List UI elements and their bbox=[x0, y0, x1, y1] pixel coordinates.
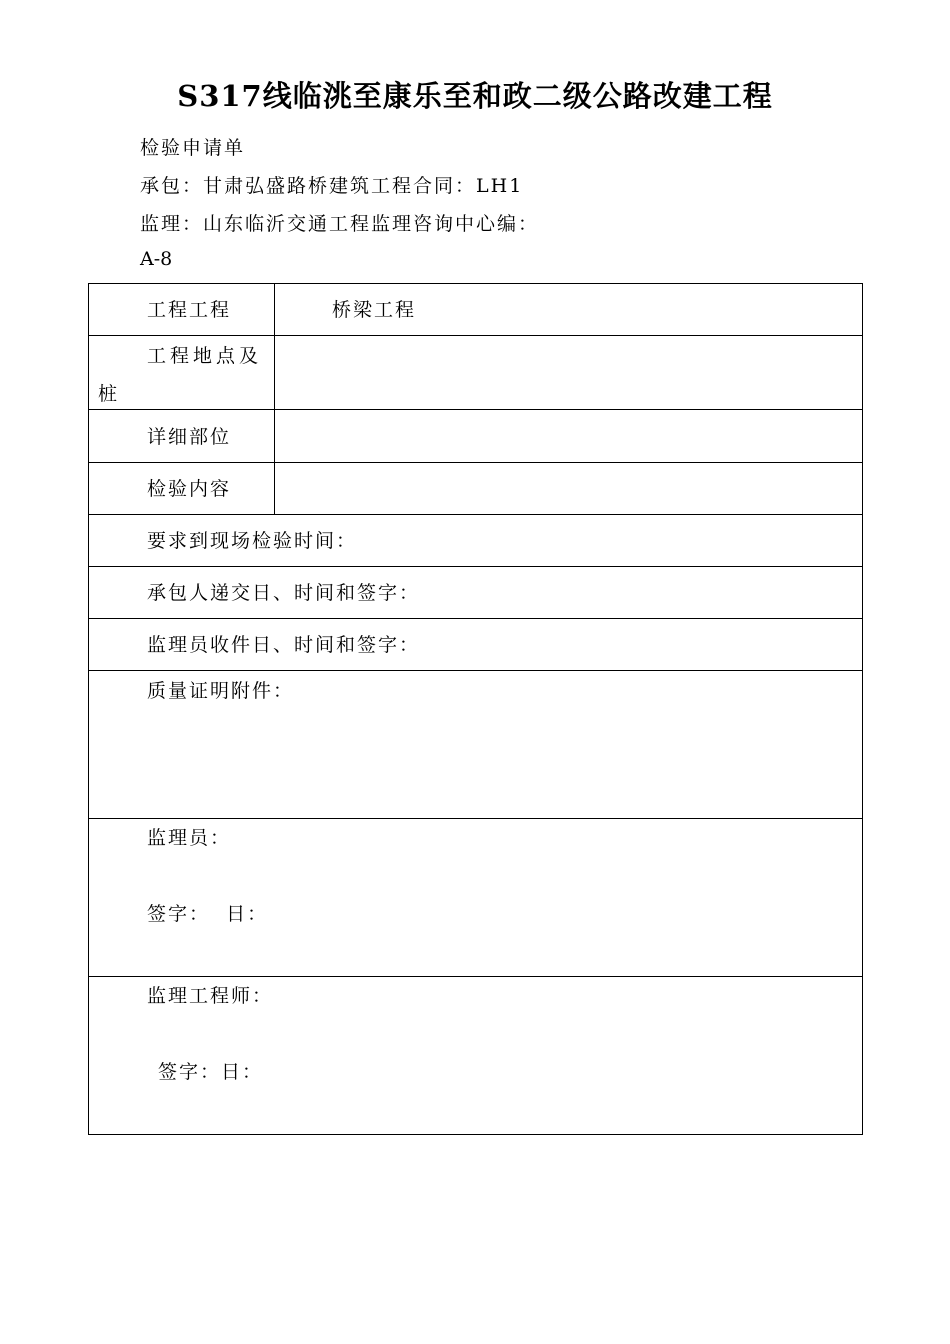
project-value: 桥梁工程 bbox=[332, 299, 417, 321]
location-value-cell[interactable] bbox=[275, 336, 863, 410]
content-value-cell[interactable] bbox=[275, 463, 863, 515]
quality-attachments-cell[interactable] bbox=[89, 671, 863, 819]
row-part bbox=[89, 410, 863, 463]
row-engineer-sign bbox=[89, 977, 863, 1135]
row-quality-attachments bbox=[89, 671, 863, 819]
contractor-submit-cell[interactable] bbox=[89, 567, 863, 619]
supervisor-sign-date: 签字： 日： bbox=[147, 903, 269, 925]
row-location bbox=[89, 336, 863, 410]
supervisor-receive-cell[interactable] bbox=[89, 619, 863, 671]
supervisor-receive-label: 监理员收件日、时间和签字： bbox=[147, 634, 421, 656]
inspection-form-table bbox=[88, 283, 863, 1135]
engineer-label: 监理工程师： bbox=[147, 985, 274, 1007]
engineer-sign-cell[interactable] bbox=[89, 977, 863, 1135]
inspection-time-label: 要求到现场检验时间： bbox=[147, 530, 358, 552]
location-label-cell bbox=[89, 336, 275, 410]
row-content bbox=[89, 463, 863, 515]
part-label: 详细部位 bbox=[147, 426, 232, 448]
supervisor-line: 监理：山东临沂交通工程监理咨询中心编： bbox=[140, 213, 540, 235]
supervisor-label: 监理员： bbox=[147, 827, 232, 849]
location-label-line2: 桩 bbox=[98, 383, 120, 405]
page-title: S317线临洮至康乐至和政二级公路改建工程 bbox=[177, 79, 773, 113]
supervisor-sign-cell[interactable] bbox=[89, 819, 863, 977]
row-inspection-time bbox=[89, 515, 863, 567]
content-label: 检验内容 bbox=[147, 478, 232, 500]
quality-attachments-label: 质量证明附件： bbox=[147, 680, 295, 702]
engineer-sign-date: 签字：日： bbox=[158, 1061, 264, 1083]
project-label: 工程工程 bbox=[147, 299, 232, 321]
row-supervisor-sign bbox=[89, 819, 863, 977]
inspection-time-cell[interactable] bbox=[89, 515, 863, 567]
project-label-cell bbox=[89, 284, 275, 336]
part-value-cell[interactable] bbox=[275, 410, 863, 463]
contractor-submit-label: 承包人递交日、时间和签字： bbox=[147, 582, 421, 604]
part-label-cell bbox=[89, 410, 275, 463]
row-project bbox=[89, 284, 863, 336]
content-label-cell bbox=[89, 463, 275, 515]
location-label-line1: 工程地点及 bbox=[147, 345, 263, 367]
project-value-cell bbox=[275, 284, 863, 336]
form-code: A-8 bbox=[140, 248, 173, 270]
contractor-line: 承包：甘肃弘盛路桥建筑工程合同：LH1 bbox=[140, 175, 524, 197]
row-contractor-submit bbox=[89, 567, 863, 619]
row-supervisor-receive bbox=[89, 619, 863, 671]
form-name: 检验申请单 bbox=[140, 137, 246, 159]
